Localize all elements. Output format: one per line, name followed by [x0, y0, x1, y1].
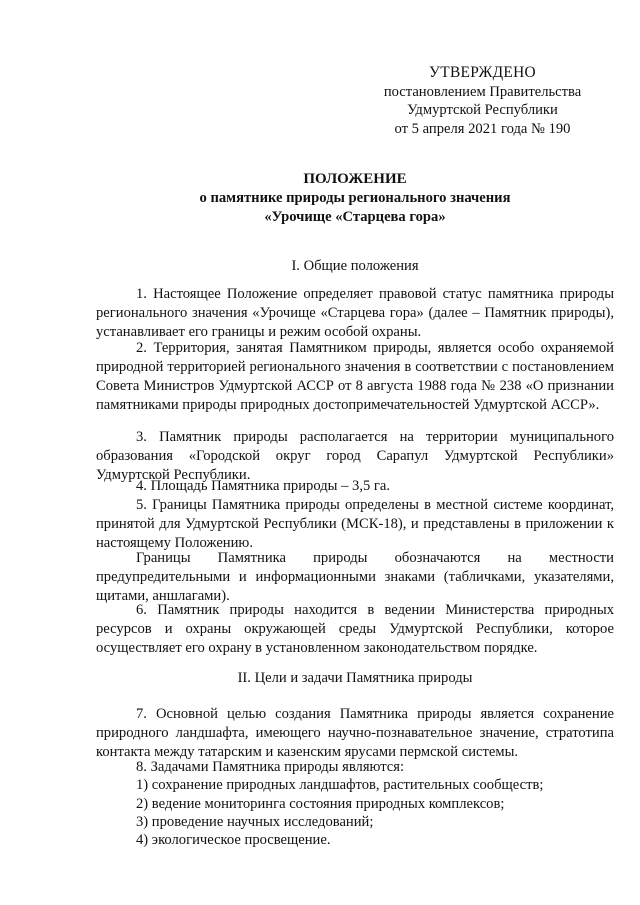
title-line-3: «Урочище «Старцева гора»: [264, 209, 446, 225]
section-2-heading: II. Цели и задачи Памятника природы: [237, 670, 473, 686]
approval-heading: УТВЕРЖДЕНО: [429, 64, 536, 81]
approval-stamp: [370, 64, 595, 138]
approval-authority: постановлением Правительства: [383, 83, 582, 100]
title-line-1: ПОЛОЖЕНИЕ: [303, 171, 407, 187]
paragraph-1: 1. Настоящее Положение определяет правовой статус памятника природы регионального значения «Урочище «Старцева гора» (далее – Памятник природы), устанавливает его границы и режим особой охраны.: [96, 286, 614, 340]
document-title: [100, 170, 610, 227]
title-line-2: о памятнике природы регионального значения: [199, 190, 511, 206]
paragraph-2: 2. Территория, занятая Памятником природы, является особо охраняемой природной территорией регионального значения в соответствии с постановлением Совета Министров Удмуртской АССР от 8 августа 1988 года № 238 «О признании памятниками природы природных достопримечательностей Удмуртской АССР».: [96, 340, 614, 413]
approval-region: Удмуртской Республики: [407, 102, 558, 119]
paragraph-8: 8. Задачами Памятника природы являются:: [136, 759, 405, 775]
approval-date-number: от 5 апреля 2021 года № 190: [394, 120, 571, 137]
paragraph-7: 7. Основной целью создания Памятника природы является сохранение природного ландшафта, имеющего научно-познавательное значение, стратотипа контакта между татарским и казенским ярусами пермской системы.: [96, 706, 614, 760]
section-1-heading: I. Общие положения: [291, 258, 419, 274]
paragraph-3: 3. Памятник природы располагается на территории муниципального образования «Городской округ город Сарапул Удмуртской Республики» Удмуртской Республики.: [96, 429, 614, 483]
task-item-4: 4) экологическое просвещение.: [136, 832, 331, 848]
paragraph-6: 6. Памятник природы находится в ведении Министерства природных ресурсов и охраны окружающей среды Удмуртской Республики, которое осуществляет его охрану в установленном законодательством порядке.: [96, 602, 614, 656]
task-item-3: 3) проведение научных исследований;: [136, 814, 374, 830]
task-item-2: 2) ведение мониторинга состояния природных комплексов;: [136, 796, 505, 812]
paragraph-5: 5. Границы Памятника природы определены в местной системе координат, принятой для Удмуртской Республики (МСК-18), и представлены в приложении к настоящему Положению.: [96, 497, 614, 551]
task-item-1: 1) сохранение природных ландшафтов, растительных сообществ;: [136, 777, 544, 793]
paragraph-5-continued: Границы Памятника природы обозначаются на местности предупредительными и информационными знаками (табличками, указателями, щитами, аншлагами).: [96, 550, 614, 604]
paragraph-4: 4. Площадь Памятника природы – 3,5 га.: [136, 478, 391, 494]
